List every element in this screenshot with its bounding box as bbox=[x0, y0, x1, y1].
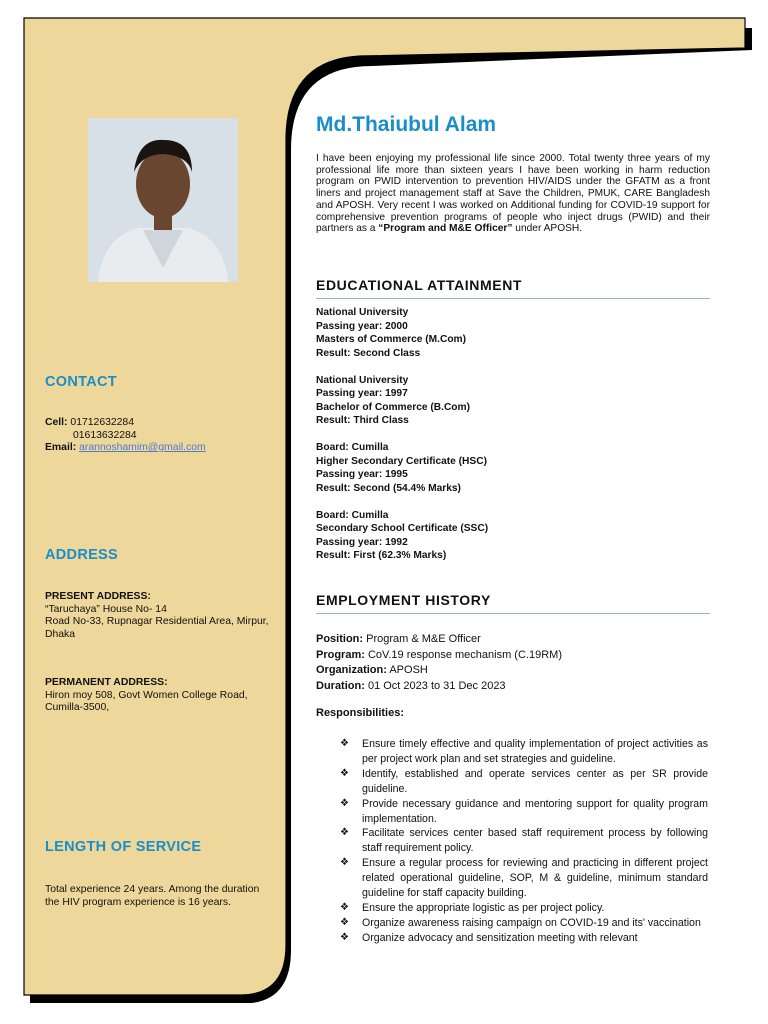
contact-block bbox=[45, 417, 275, 455]
email-link[interactable]: arannoshamim@gmail.com bbox=[79, 442, 206, 454]
list-item bbox=[340, 826, 708, 856]
present-address-block bbox=[45, 591, 275, 641]
employment-heading: EMPLOYMENT HISTORY bbox=[316, 592, 710, 614]
email-row bbox=[45, 442, 275, 455]
summary-role: “Program and M&E Officer” bbox=[378, 223, 513, 235]
permanent-address-label: PERMANENT ADDRESS: bbox=[45, 677, 168, 688]
education-line: Passing year: 1995 bbox=[316, 469, 408, 480]
organization-label: Organization: bbox=[316, 664, 387, 676]
program-value: CoV.19 response mechanism (C.19RM) bbox=[367, 648, 562, 661]
responsibility-text: Organize advocacy and sensitization meeting with relevant bbox=[362, 931, 638, 944]
education-line: Passing year: 1992 bbox=[316, 536, 408, 548]
responsibility-text: Ensure the appropriate logistic as per project policy. bbox=[362, 901, 605, 914]
responsibilities-heading: Responsibilities: bbox=[316, 707, 405, 719]
profile-summary bbox=[316, 153, 710, 235]
diamond-bullet-icon: ❖ bbox=[340, 916, 349, 928]
program-label: Program: bbox=[316, 648, 365, 661]
person-silhouette-icon bbox=[88, 118, 238, 282]
position-value: Program & M&E Officer bbox=[366, 633, 481, 645]
list-item bbox=[340, 931, 708, 946]
list-item bbox=[340, 767, 708, 797]
education-line: Passing year: 1997 bbox=[316, 388, 408, 399]
position-label: Position: bbox=[316, 633, 364, 645]
diamond-bullet-icon: ❖ bbox=[340, 827, 349, 839]
position-row bbox=[316, 632, 710, 648]
summary-text: I have been enjoying my professional life since 2000. Total twenty three years of my professional life more than sixteen years I have been working in harm reduction program on PWID intervention to prevention HIV/AIDS under the GFATM as a front liners and project management staff at Save the Children, PMUK, CARE Bangladesh and APOSH. Very recent I was worked on Additional funding for COVID-19 support for comprehensive prevention programs of people who inject drugs (PWID) and their partners as a bbox=[316, 153, 710, 235]
list-item bbox=[340, 737, 708, 767]
duration-label: Duration: bbox=[316, 679, 365, 692]
responsibility-text: Organize awareness raising campaign on COVID-19 and its' vaccination bbox=[362, 916, 701, 929]
address-heading: ADDRESS bbox=[45, 547, 118, 563]
education-line: Board: Cumilla bbox=[316, 509, 389, 521]
diamond-bullet-icon: ❖ bbox=[340, 901, 349, 913]
list-item bbox=[340, 901, 708, 916]
responsibility-text: Provide necessary guidance and mentoring support for quality program implementation. bbox=[362, 797, 708, 825]
education-line: Result: First (62.3% Marks) bbox=[316, 550, 447, 561]
summary-after: under APOSH. bbox=[512, 223, 583, 235]
present-address-label: PRESENT ADDRESS: bbox=[45, 591, 151, 602]
education-line: Result: Second Class bbox=[316, 347, 421, 359]
education-line: Secondary School Certificate (SSC) bbox=[316, 523, 489, 534]
diamond-bullet-icon: ❖ bbox=[340, 931, 349, 943]
education-line: Passing year: 2000 bbox=[316, 320, 408, 332]
program-row bbox=[316, 648, 710, 664]
present-address-line1: “Taruchaya” House No- 14 bbox=[45, 603, 167, 615]
service-text: Total experience 24 years. Among the duration the HIV program experience is 16 years. bbox=[45, 884, 260, 908]
education-line: National University bbox=[316, 374, 409, 386]
phone-1: 01712632284 bbox=[70, 417, 134, 428]
job-details bbox=[316, 632, 710, 694]
education-entry bbox=[316, 441, 710, 495]
education-entry bbox=[316, 306, 710, 360]
permanent-address-block bbox=[45, 677, 275, 715]
education-line: Higher Secondary Certificate (HSC) bbox=[316, 455, 487, 467]
organization-value: APOSH bbox=[389, 664, 428, 676]
diamond-bullet-icon: ❖ bbox=[340, 857, 349, 869]
responsibility-text: Facilitate services center based staff requirement process by following staff requirement policy. bbox=[362, 827, 708, 855]
diamond-bullet-icon: ❖ bbox=[340, 797, 349, 809]
education-line: National University bbox=[316, 307, 409, 318]
contact-heading: CONTACT bbox=[45, 374, 117, 390]
education-line: Board: Cumilla bbox=[316, 442, 389, 453]
education-list bbox=[316, 306, 710, 576]
education-line: Masters of Commerce (M.Com) bbox=[316, 334, 467, 345]
profile-photo bbox=[88, 118, 238, 282]
email-label: Email: bbox=[45, 442, 77, 454]
responsibility-text: Ensure a regular process for reviewing and practicing in different project related operational guideline, SOP, M & guideline, minimum standard guideline for staff capacity building. bbox=[362, 857, 708, 900]
diamond-bullet-icon: ❖ bbox=[340, 738, 349, 749]
list-item bbox=[340, 797, 708, 827]
education-entry bbox=[316, 374, 710, 428]
list-item bbox=[340, 916, 708, 931]
education-entry bbox=[316, 509, 710, 563]
diamond-bullet-icon: ❖ bbox=[340, 767, 349, 779]
permanent-address-line2: Cumilla-3500, bbox=[45, 702, 110, 714]
responsibilities-list bbox=[340, 737, 708, 946]
permanent-address-line1: Hiron moy 508, Govt Women College Road, bbox=[45, 689, 248, 701]
duration-value: 01 Oct 2023 to 31 Dec 2023 bbox=[367, 679, 506, 692]
service-heading: LENGTH OF SERVICE bbox=[45, 839, 202, 855]
education-line: Bachelor of Commerce (B.Com) bbox=[316, 401, 470, 413]
responsibility-text: Ensure timely effective and quality implementation of project activities as per project work plan and set strategies and guideline. bbox=[362, 738, 708, 765]
education-heading: EDUCATIONAL ATTAINMENT bbox=[316, 277, 710, 299]
education-line: Result: Third Class bbox=[316, 415, 409, 426]
education-line: Result: Second (54.4% Marks) bbox=[316, 482, 461, 494]
phone-2: 01613632284 bbox=[73, 429, 137, 441]
duration-row bbox=[316, 679, 710, 695]
list-item bbox=[340, 856, 708, 901]
responsibility-text: Identify, established and operate services center as per SR provide guideline. bbox=[362, 767, 708, 795]
candidate-name: Md.Thaiubul Alam bbox=[316, 113, 497, 136]
present-address-line2: Road No-33, Rupnagar Residential Area, Mirpur, Dhaka bbox=[45, 616, 269, 640]
cell-row bbox=[45, 417, 275, 430]
cell-label: Cell: bbox=[45, 417, 68, 428]
organization-row bbox=[316, 663, 710, 679]
